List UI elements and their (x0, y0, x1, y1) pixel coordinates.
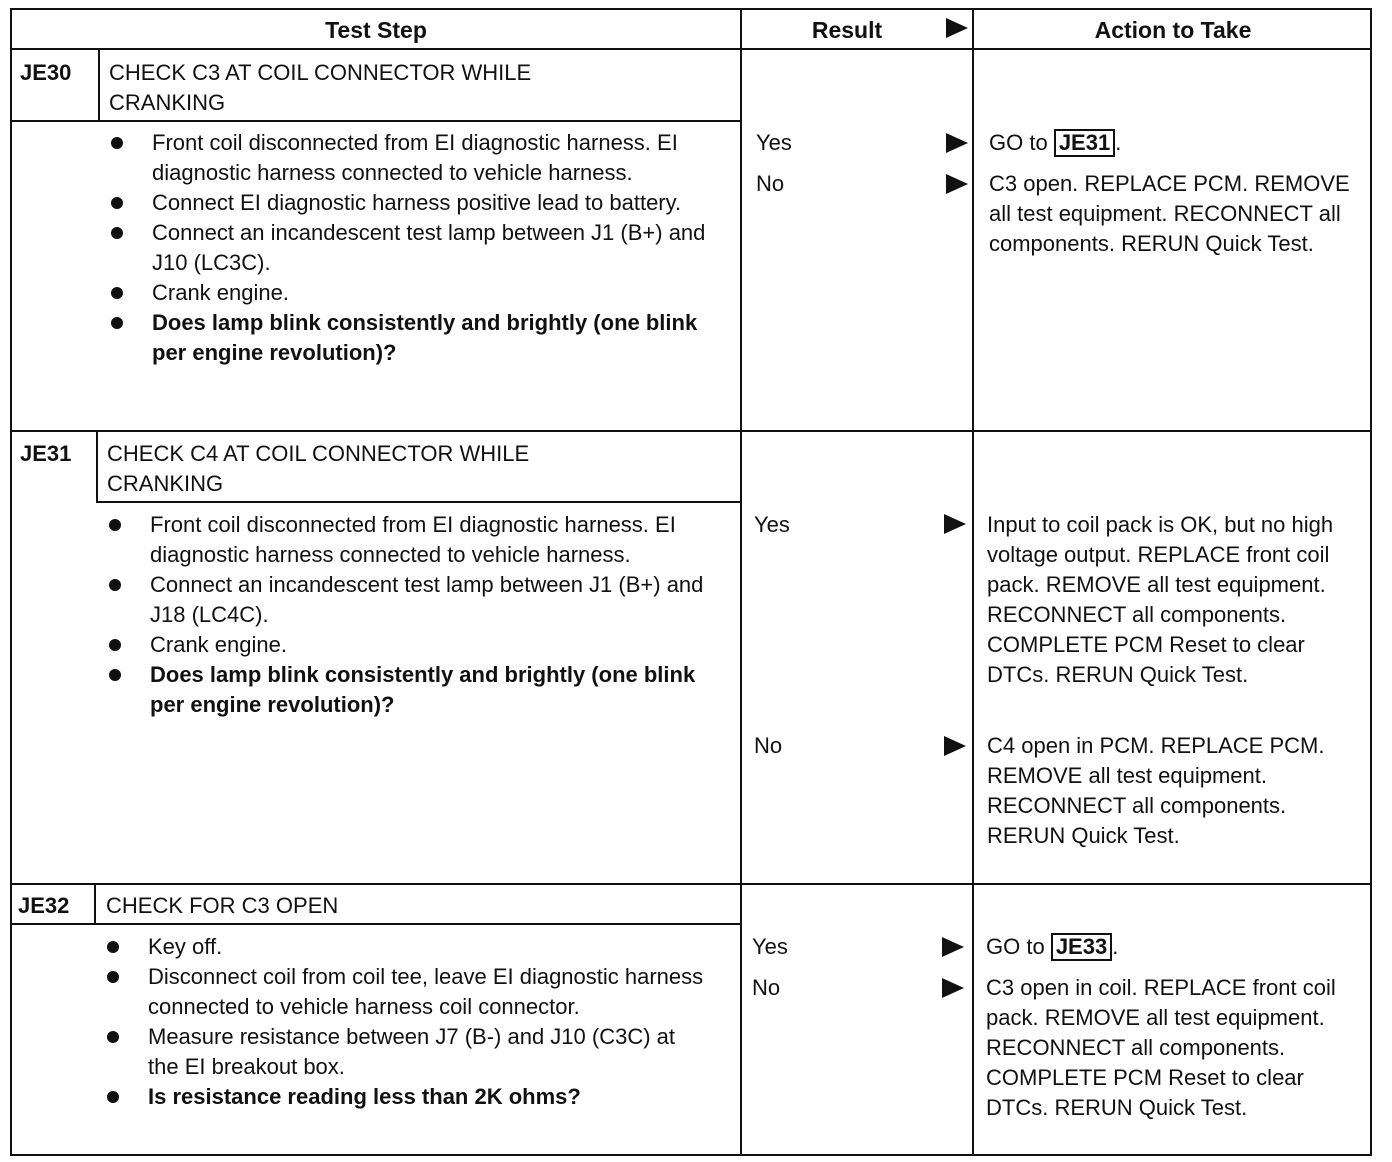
step-question (104, 1082, 704, 1112)
step-text: Crank engine. (150, 632, 287, 657)
col-divider-result-action (972, 10, 974, 1156)
step-question (108, 308, 708, 368)
step-title (107, 439, 529, 499)
col-divider-step-result (740, 10, 742, 1156)
step-item (104, 962, 704, 1022)
step-text: Front coil disconnected from EI diagnostic harness. EI diagnostic harness connected to vehicle harness. (150, 512, 676, 567)
diagnostic-table (10, 8, 1372, 1156)
step-item (106, 570, 706, 630)
action-text: GO to (989, 130, 1048, 155)
row-divider (12, 430, 1372, 432)
step-item (108, 278, 708, 308)
result-arrow-icon (946, 174, 968, 194)
result-yes: Yes (756, 130, 792, 155)
step-text: Measure resistance between J7 (B-) and J10 (C3C) at the EI breakout box. (148, 1024, 676, 1079)
bullet-icon (111, 227, 123, 239)
action-no: C3 open in coil. REPLACE front coil pack. REMOVE all test equipment. RECONNECT all components. COMPLETE PCM Reset to clear DTCs. RERUN Quick Test. (986, 975, 1336, 1120)
id-box-divider (94, 883, 96, 923)
step-text: Does lamp blink consistently and brightly (one blink per engine revolution)? (152, 310, 698, 365)
step-text: Crank engine. (152, 280, 289, 305)
result-arrow-icon (942, 978, 964, 998)
step-item (104, 932, 704, 962)
action-no: C3 open. REPLACE PCM. REMOVE all test equipment. RECONNECT all components. RERUN Quick Test. (989, 171, 1350, 256)
title-divider (96, 501, 740, 503)
bullet-icon (107, 1031, 119, 1043)
bullet-icon (111, 287, 123, 299)
step-list (106, 510, 706, 720)
header-divider (12, 48, 1372, 50)
result-no: No (752, 975, 781, 1000)
step-ref-link[interactable]: JE31 (1054, 129, 1115, 157)
bullet-icon (109, 519, 121, 531)
step-item (104, 1022, 704, 1082)
step-item (108, 188, 708, 218)
bullet-icon (107, 1091, 119, 1103)
bullet-icon (111, 137, 123, 149)
action-no: C4 open in PCM. REPLACE PCM. REMOVE all test equipment. RECONNECT all components. RERUN Quick Test. (987, 733, 1325, 848)
step-title-line: CRANKING (109, 90, 226, 115)
result-arrow-icon (946, 133, 968, 153)
result-arrow-icon (942, 937, 964, 957)
action-text: . (1112, 934, 1119, 959)
header-test-step: Test Step (325, 17, 427, 43)
bullet-icon (109, 639, 121, 651)
result-arrow-icon (944, 736, 966, 756)
bullet-icon (109, 669, 121, 681)
result-yes: Yes (752, 934, 788, 959)
step-item (108, 218, 708, 278)
step-text: Connect EI diagnostic harness positive lead to battery. (152, 190, 682, 215)
bullet-icon (107, 941, 119, 953)
step-id: JE32 (18, 893, 70, 918)
step-text: Disconnect coil from coil tee, leave EI diagnostic harness connected to vehicle harness coil connector. (148, 964, 704, 1019)
bullet-icon (111, 197, 123, 209)
title-divider (12, 923, 740, 925)
header-action: Action to Take (1094, 17, 1252, 43)
step-item (106, 630, 706, 660)
action-yes (986, 932, 1366, 962)
step-text: Connect an incandescent test lamp between J1 (B+) and J10 (LC3C). (152, 220, 706, 275)
result-no: No (754, 733, 783, 758)
action-text: GO to (986, 934, 1045, 959)
bullet-icon (109, 579, 121, 591)
action-yes (989, 128, 1369, 158)
result-yes: Yes (754, 512, 790, 537)
step-ref-link[interactable]: JE33 (1051, 933, 1112, 961)
result-no: No (756, 171, 785, 196)
step-title-line: CHECK C4 AT COIL CONNECTOR WHILE (107, 441, 530, 466)
step-title-line: CHECK FOR C3 OPEN (106, 893, 339, 918)
title-divider (12, 120, 740, 122)
step-title (106, 891, 338, 921)
header-arrow-icon (946, 18, 968, 38)
step-text: Front coil disconnected from EI diagnostic harness. EI diagnostic harness connected to vehicle harness. (152, 130, 678, 185)
bullet-icon (107, 971, 119, 983)
step-list (104, 932, 704, 1112)
header-result: Result (811, 17, 883, 43)
step-item (106, 510, 706, 570)
step-question (106, 660, 706, 720)
step-text: Does lamp blink consistently and brightly (one blink per engine revolution)? (150, 662, 696, 717)
id-box-divider (98, 48, 100, 120)
action-yes: Input to coil pack is OK, but no high voltage output. REPLACE front coil pack. REMOVE all test equipment. RECONNECT all components. COMPLETE PCM Reset to clear DTCs. RERUN Quick Test. (987, 512, 1334, 687)
step-title-line: CHECK C3 AT COIL CONNECTOR WHILE (109, 60, 532, 85)
step-text: Is resistance reading less than 2K ohms? (148, 1084, 581, 1109)
action-text: . (1115, 130, 1122, 155)
step-list (108, 128, 708, 368)
step-id: JE30 (20, 60, 72, 85)
id-box-divider (96, 430, 98, 501)
row-divider (12, 883, 1372, 885)
bullet-icon (111, 317, 123, 329)
step-id: JE31 (20, 441, 72, 466)
result-arrow-icon (944, 514, 966, 534)
step-text: Connect an incandescent test lamp between J1 (B+) and J18 (LC4C). (150, 572, 704, 627)
step-item (108, 128, 708, 188)
step-title-line: CRANKING (107, 471, 224, 496)
step-title (109, 58, 531, 118)
step-text: Key off. (148, 934, 223, 959)
